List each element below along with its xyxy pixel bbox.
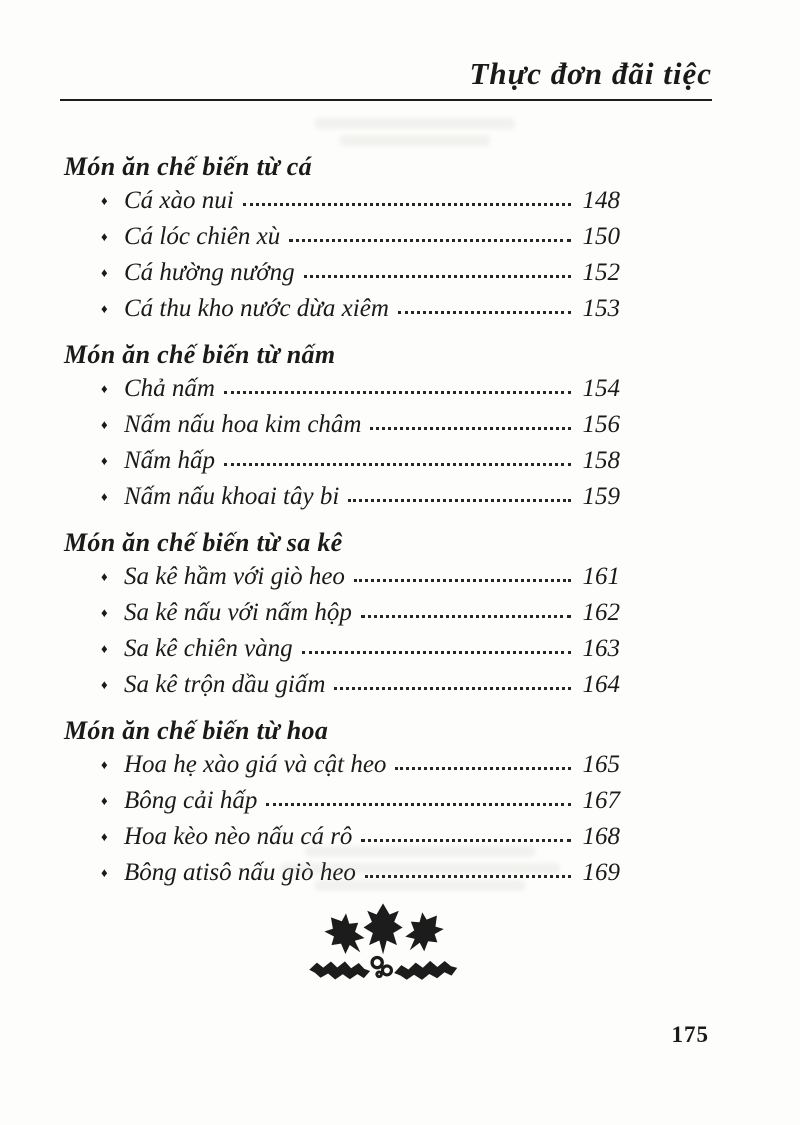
entry-title: Bông atisô nấu giò heo [124, 859, 356, 886]
toc-entry [64, 292, 620, 328]
dot-leader [224, 463, 571, 466]
entry-page: 159 [582, 483, 620, 510]
dot-leader [348, 499, 571, 502]
entry-page: 153 [582, 295, 620, 322]
diamond-bullet-icon: ♦ [101, 641, 108, 656]
diamond-bullet-icon: ♦ [101, 677, 108, 692]
entry-page: 154 [582, 375, 620, 402]
entry-page: 148 [582, 187, 620, 214]
entry-title: Cá hường nướng [124, 259, 295, 286]
toc-entry [64, 668, 620, 704]
dot-leader [266, 803, 571, 806]
diamond-bullet-icon: ♦ [101, 381, 108, 396]
entry-title: Nấm hấp [124, 447, 215, 474]
diamond-bullet-icon: ♦ [101, 569, 108, 584]
entry-page: 163 [582, 635, 620, 662]
running-head-title: Thực đơn đãi tiệc [469, 56, 712, 91]
section-heading: Món ăn chế biến từ nấm [64, 340, 336, 369]
dot-leader [354, 579, 571, 582]
toc-entry [64, 444, 620, 480]
toc-entry [64, 480, 620, 516]
section-heading: Món ăn chế biến từ hoa [64, 716, 329, 745]
toc-section-mushroom [64, 338, 620, 516]
dot-leader [243, 203, 571, 206]
entry-page: 158 [582, 447, 620, 474]
dot-leader [395, 767, 571, 770]
dot-leader [370, 427, 571, 430]
bleedthrough-artifact [300, 112, 530, 152]
entry-page: 156 [582, 411, 620, 438]
diamond-bullet-icon: ♦ [101, 453, 108, 468]
entry-page: 161 [582, 563, 620, 590]
dot-leader [289, 239, 571, 242]
dot-leader [334, 687, 571, 690]
diamond-bullet-icon: ♦ [101, 229, 108, 244]
toc-section-fish [64, 150, 620, 328]
header-rule [60, 99, 712, 101]
dot-leader [302, 651, 571, 654]
entry-title: Cá thu kho nước dừa xiêm [124, 295, 389, 322]
dot-leader [398, 311, 571, 314]
entry-page: 162 [582, 599, 620, 626]
toc-entry [64, 408, 620, 444]
dot-leader [224, 391, 571, 394]
entry-page: 164 [582, 671, 620, 698]
toc-entry [64, 184, 620, 220]
toc-entry [64, 748, 620, 784]
toc-entry [64, 596, 620, 632]
toc-entry [64, 220, 620, 256]
toc-entry [64, 372, 620, 408]
entry-title: Sa kê chiên vàng [124, 635, 293, 662]
toc-entry [64, 560, 620, 596]
entry-title: Cá lóc chiên xù [124, 223, 281, 250]
diamond-bullet-icon: ♦ [101, 265, 108, 280]
diamond-bullet-icon: ♦ [101, 193, 108, 208]
entry-title: Nấm nấu khoai tây bi [124, 483, 340, 510]
entry-page: 152 [582, 259, 620, 286]
diamond-bullet-icon: ♦ [101, 417, 108, 432]
toc-entry [64, 256, 620, 292]
entry-title: Sa kê trộn dầu giấm [124, 671, 326, 698]
entry-page: 168 [582, 823, 620, 850]
table-of-contents [64, 150, 620, 892]
diamond-bullet-icon: ♦ [101, 829, 108, 844]
diamond-bullet-icon: ♦ [101, 757, 108, 772]
entry-page: 167 [582, 787, 620, 814]
section-heading: Món ăn chế biến từ cá [64, 152, 312, 181]
diamond-bullet-icon: ♦ [101, 301, 108, 316]
dot-leader [304, 275, 571, 278]
bleedthrough-artifact [270, 840, 570, 897]
diamond-bullet-icon: ♦ [101, 605, 108, 620]
entry-title: Nấm nấu hoa kim châm [124, 411, 362, 438]
dot-leader [361, 615, 571, 618]
entry-title: Chả nấm [124, 375, 215, 402]
toc-entry [64, 632, 620, 668]
entry-title: Hoa kèo nèo nấu cá rô [124, 823, 353, 850]
section-heading: Món ăn chế biến từ sa kê [64, 528, 343, 557]
entry-title: Cá xào nui [124, 187, 234, 214]
entry-title: Sa kê nấu với nấm hộp [124, 599, 352, 626]
diamond-bullet-icon: ♦ [101, 489, 108, 504]
toc-entry [64, 784, 620, 820]
toc-section-breadfruit [64, 526, 620, 704]
entry-title: Bông cải hấp [124, 787, 258, 814]
entry-page: 169 [582, 859, 620, 886]
entry-page: 165 [582, 751, 620, 778]
entry-title: Hoa hẹ xào giá và cật heo [124, 751, 387, 778]
diamond-bullet-icon: ♦ [101, 865, 108, 880]
entry-page: 150 [582, 223, 620, 250]
diamond-bullet-icon: ♦ [101, 793, 108, 808]
entry-title: Sa kê hầm với giò heo [124, 563, 345, 590]
holly-ornament-icon [305, 900, 465, 988]
page-number: 175 [671, 1022, 709, 1047]
